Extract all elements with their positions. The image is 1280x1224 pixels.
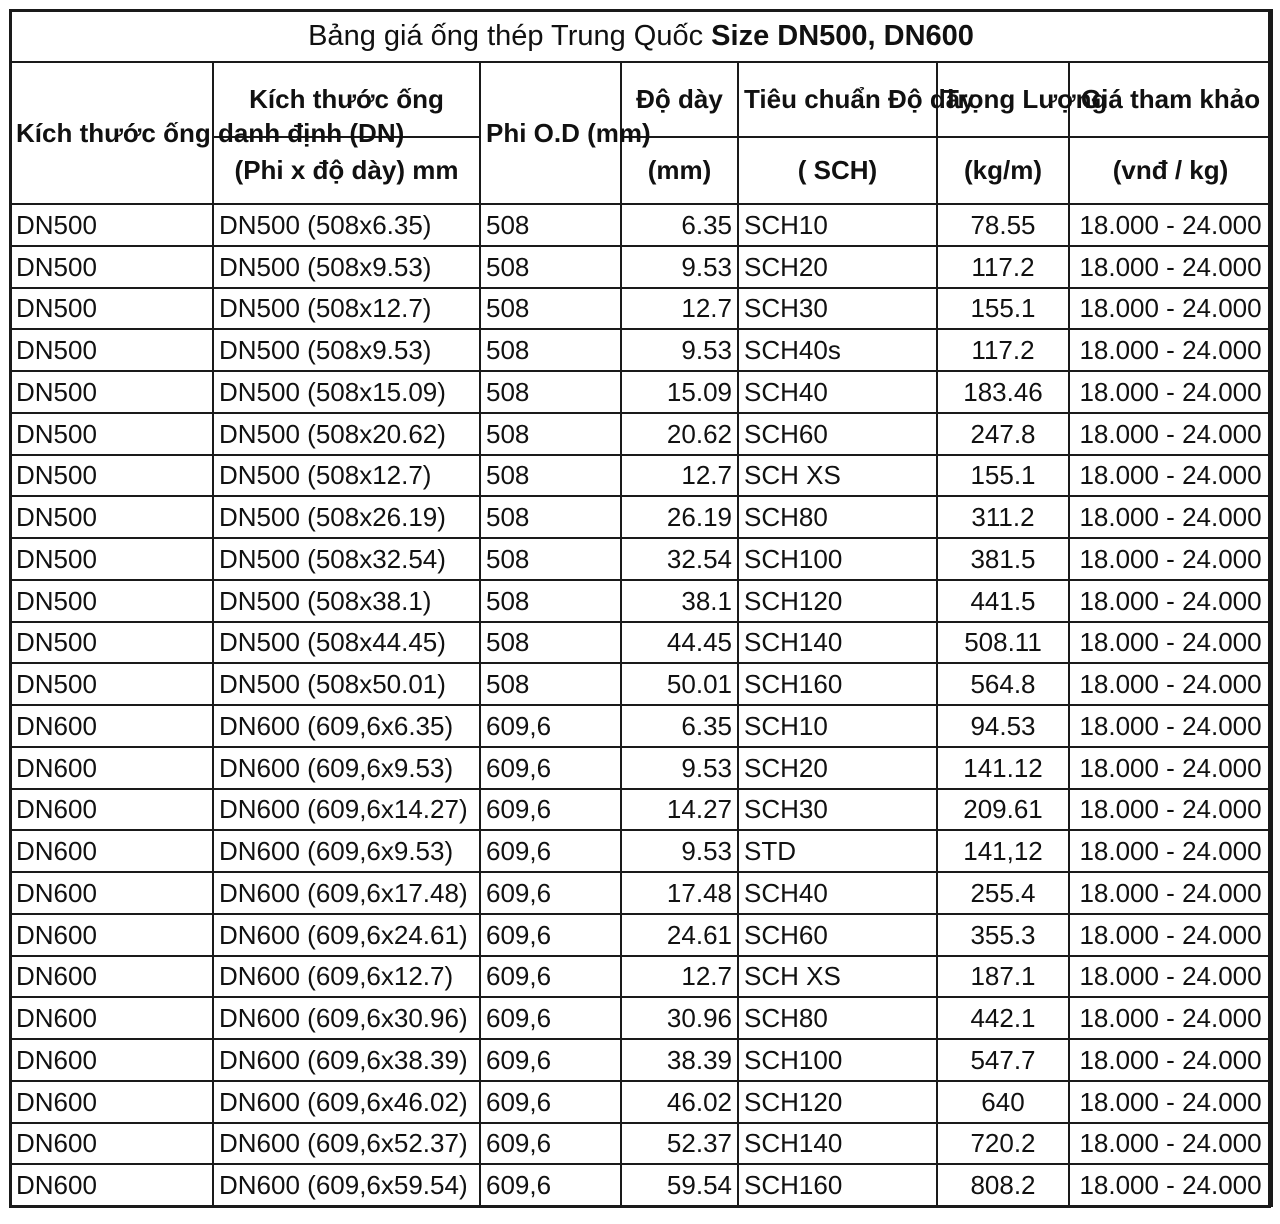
- cell-price: 18.000 - 24.000: [1069, 789, 1272, 831]
- cell-thickness: 32.54: [621, 538, 738, 580]
- cell-thickness: 6.35: [621, 705, 738, 747]
- cell-od: 609,6: [480, 747, 621, 789]
- cell-schedule: SCH XS: [738, 455, 937, 497]
- cell-od: 609,6: [480, 872, 621, 914]
- cell-dn: DN500: [10, 663, 213, 705]
- cell-dn: DN500: [10, 246, 213, 288]
- cell-od: 508: [480, 329, 621, 371]
- cell-schedule: SCH140: [738, 622, 937, 664]
- cell-schedule: SCH20: [738, 747, 937, 789]
- cell-od: 508: [480, 622, 621, 664]
- cell-price: 18.000 - 24.000: [1069, 204, 1272, 246]
- cell-weight: 441.5: [937, 580, 1069, 622]
- cell-size: DN600 (609,6x6.35): [213, 705, 480, 747]
- cell-od: 609,6: [480, 997, 621, 1039]
- cell-thickness: 9.53: [621, 246, 738, 288]
- cell-thickness: 9.53: [621, 830, 738, 872]
- cell-price: 18.000 - 24.000: [1069, 747, 1272, 789]
- cell-price: 18.000 - 24.000: [1069, 371, 1272, 413]
- cell-thickness: 12.7: [621, 455, 738, 497]
- cell-dn: DN600: [10, 1081, 213, 1123]
- cell-price: 18.000 - 24.000: [1069, 1039, 1272, 1081]
- cell-thickness: 20.62: [621, 413, 738, 455]
- cell-size: DN500 (508x26.19): [213, 496, 480, 538]
- header-dn: Kích thước ống danh định (DN): [10, 62, 213, 204]
- cell-dn: DN600: [10, 1039, 213, 1081]
- cell-size: DN600 (609,6x17.48): [213, 872, 480, 914]
- table-title-bold: Size DN500, DN600: [711, 19, 974, 52]
- cell-schedule: SCH10: [738, 204, 937, 246]
- header-schedule-unit: ( SCH): [738, 137, 937, 204]
- cell-price: 18.000 - 24.000: [1069, 246, 1272, 288]
- cell-dn: DN600: [10, 1123, 213, 1165]
- cell-schedule: SCH30: [738, 288, 937, 330]
- cell-price: 18.000 - 24.000: [1069, 580, 1272, 622]
- cell-size: DN500 (508x12.7): [213, 455, 480, 497]
- cell-size: DN500 (508x15.09): [213, 371, 480, 413]
- cell-size: DN500 (508x20.62): [213, 413, 480, 455]
- cell-weight: 720.2: [937, 1123, 1069, 1165]
- cell-thickness: 44.45: [621, 622, 738, 664]
- cell-od: 609,6: [480, 956, 621, 998]
- cell-thickness: 38.39: [621, 1039, 738, 1081]
- cell-dn: DN500: [10, 538, 213, 580]
- cell-schedule: SCH XS: [738, 956, 937, 998]
- cell-weight: 117.2: [937, 246, 1069, 288]
- cell-od: 609,6: [480, 789, 621, 831]
- cell-size: DN600 (609,6x12.7): [213, 956, 480, 998]
- cell-od: 609,6: [480, 1164, 621, 1206]
- cell-od: 508: [480, 204, 621, 246]
- cell-od: 609,6: [480, 830, 621, 872]
- cell-thickness: 50.01: [621, 663, 738, 705]
- cell-schedule: STD: [738, 830, 937, 872]
- cell-size: DN600 (609,6x30.96): [213, 997, 480, 1039]
- cell-thickness: 9.53: [621, 329, 738, 371]
- cell-schedule: SCH120: [738, 580, 937, 622]
- cell-schedule: SCH80: [738, 496, 937, 538]
- cell-dn: DN600: [10, 872, 213, 914]
- cell-thickness: 15.09: [621, 371, 738, 413]
- cell-size: DN600 (609,6x24.61): [213, 914, 480, 956]
- cell-price: 18.000 - 24.000: [1069, 705, 1272, 747]
- cell-price: 18.000 - 24.000: [1069, 872, 1272, 914]
- cell-schedule: SCH160: [738, 1164, 937, 1206]
- cell-price: 18.000 - 24.000: [1069, 1123, 1272, 1165]
- cell-price: 18.000 - 24.000: [1069, 288, 1272, 330]
- cell-price: 18.000 - 24.000: [1069, 1081, 1272, 1123]
- cell-weight: 442.1: [937, 997, 1069, 1039]
- cell-od: 609,6: [480, 1039, 621, 1081]
- cell-size: DN600 (609,6x59.54): [213, 1164, 480, 1206]
- cell-weight: 381.5: [937, 538, 1069, 580]
- cell-dn: DN500: [10, 204, 213, 246]
- cell-thickness: 46.02: [621, 1081, 738, 1123]
- cell-weight: 141,12: [937, 830, 1069, 872]
- cell-weight: 94.53: [937, 705, 1069, 747]
- header-size-unit: (Phi x độ dày) mm: [213, 137, 480, 204]
- cell-dn: DN600: [10, 997, 213, 1039]
- cell-thickness: 59.54: [621, 1164, 738, 1206]
- cell-price: 18.000 - 24.000: [1069, 914, 1272, 956]
- cell-weight: 183.46: [937, 371, 1069, 413]
- cell-price: 18.000 - 24.000: [1069, 1164, 1272, 1206]
- cell-thickness: 14.27: [621, 789, 738, 831]
- cell-dn: DN600: [10, 705, 213, 747]
- cell-weight: 209.61: [937, 789, 1069, 831]
- cell-weight: 255.4: [937, 872, 1069, 914]
- cell-weight: 640: [937, 1081, 1069, 1123]
- cell-thickness: 30.96: [621, 997, 738, 1039]
- cell-weight: 508.11: [937, 622, 1069, 664]
- cell-size: DN600 (609,6x9.53): [213, 747, 480, 789]
- header-schedule: Tiêu chuẩn Độ dày: [738, 62, 937, 137]
- cell-size: DN500 (508x9.53): [213, 246, 480, 288]
- cell-size: DN500 (508x38.1): [213, 580, 480, 622]
- cell-price: 18.000 - 24.000: [1069, 663, 1272, 705]
- cell-price: 18.000 - 24.000: [1069, 538, 1272, 580]
- cell-weight: 78.55: [937, 204, 1069, 246]
- cell-thickness: 24.61: [621, 914, 738, 956]
- cell-size: DN500 (508x32.54): [213, 538, 480, 580]
- cell-thickness: 38.1: [621, 580, 738, 622]
- cell-size: DN500 (508x12.7): [213, 288, 480, 330]
- cell-weight: 547.7: [937, 1039, 1069, 1081]
- cell-size: DN500 (508x9.53): [213, 329, 480, 371]
- cell-schedule: SCH160: [738, 663, 937, 705]
- cell-schedule: SCH10: [738, 705, 937, 747]
- cell-od: 508: [480, 246, 621, 288]
- header-weight: Trọng Lượng: [937, 62, 1069, 137]
- cell-thickness: 12.7: [621, 956, 738, 998]
- cell-weight: 247.8: [937, 413, 1069, 455]
- cell-schedule: SCH40: [738, 872, 937, 914]
- cell-size: DN500 (508x44.45): [213, 622, 480, 664]
- header-thickness: Độ dày: [621, 62, 738, 137]
- cell-price: 18.000 - 24.000: [1069, 455, 1272, 497]
- cell-dn: DN600: [10, 789, 213, 831]
- cell-schedule: SCH30: [738, 789, 937, 831]
- cell-schedule: SCH80: [738, 997, 937, 1039]
- header-price-unit: (vnđ / kg): [1069, 137, 1272, 204]
- cell-dn: DN500: [10, 329, 213, 371]
- cell-od: 508: [480, 538, 621, 580]
- cell-schedule: SCH40s: [738, 329, 937, 371]
- cell-od: 609,6: [480, 705, 621, 747]
- cell-od: 508: [480, 663, 621, 705]
- cell-thickness: 12.7: [621, 288, 738, 330]
- table-title-normal: Bảng giá ống thép Trung Quốc: [308, 19, 712, 52]
- cell-dn: DN500: [10, 371, 213, 413]
- cell-thickness: 52.37: [621, 1123, 738, 1165]
- cell-weight: 564.8: [937, 663, 1069, 705]
- cell-dn: DN600: [10, 747, 213, 789]
- cell-weight: 187.1: [937, 956, 1069, 998]
- cell-od: 508: [480, 496, 621, 538]
- cell-od: 508: [480, 580, 621, 622]
- cell-dn: DN500: [10, 580, 213, 622]
- cell-od: 508: [480, 455, 621, 497]
- cell-od: 508: [480, 371, 621, 413]
- cell-schedule: SCH120: [738, 1081, 937, 1123]
- header-size: Kích thước ống: [213, 62, 480, 137]
- cell-thickness: 9.53: [621, 747, 738, 789]
- cell-dn: DN500: [10, 496, 213, 538]
- cell-size: DN600 (609,6x46.02): [213, 1081, 480, 1123]
- cell-dn: DN600: [10, 830, 213, 872]
- cell-price: 18.000 - 24.000: [1069, 830, 1272, 872]
- cell-size: DN600 (609,6x9.53): [213, 830, 480, 872]
- cell-schedule: SCH100: [738, 538, 937, 580]
- cell-size: DN600 (609,6x52.37): [213, 1123, 480, 1165]
- cell-schedule: SCH140: [738, 1123, 937, 1165]
- cell-thickness: 6.35: [621, 204, 738, 246]
- cell-thickness: 17.48: [621, 872, 738, 914]
- cell-dn: DN600: [10, 914, 213, 956]
- cell-dn: DN600: [10, 1164, 213, 1206]
- cell-price: 18.000 - 24.000: [1069, 496, 1272, 538]
- cell-schedule: SCH20: [738, 246, 937, 288]
- cell-dn: DN500: [10, 622, 213, 664]
- cell-schedule: SCH60: [738, 413, 937, 455]
- cell-weight: 311.2: [937, 496, 1069, 538]
- cell-schedule: SCH60: [738, 914, 937, 956]
- cell-price: 18.000 - 24.000: [1069, 956, 1272, 998]
- cell-weight: 355.3: [937, 914, 1069, 956]
- header-price: Giá tham khảo: [1069, 62, 1272, 137]
- cell-weight: 808.2: [937, 1164, 1069, 1206]
- cell-weight: 141.12: [937, 747, 1069, 789]
- cell-dn: DN600: [10, 956, 213, 998]
- cell-price: 18.000 - 24.000: [1069, 997, 1272, 1039]
- table-outer-border: [9, 9, 1271, 1208]
- cell-dn: DN500: [10, 413, 213, 455]
- cell-size: DN500 (508x6.35): [213, 204, 480, 246]
- header-od: Phi O.D (mm): [480, 62, 621, 204]
- cell-weight: 117.2: [937, 329, 1069, 371]
- header-weight-unit: (kg/m): [937, 137, 1069, 204]
- cell-dn: DN500: [10, 455, 213, 497]
- cell-od: 508: [480, 288, 621, 330]
- cell-price: 18.000 - 24.000: [1069, 413, 1272, 455]
- cell-od: 609,6: [480, 914, 621, 956]
- cell-price: 18.000 - 24.000: [1069, 329, 1272, 371]
- cell-thickness: 26.19: [621, 496, 738, 538]
- cell-od: 609,6: [480, 1081, 621, 1123]
- cell-schedule: SCH100: [738, 1039, 937, 1081]
- cell-size: DN500 (508x50.01): [213, 663, 480, 705]
- cell-dn: DN500: [10, 288, 213, 330]
- cell-weight: 155.1: [937, 288, 1069, 330]
- cell-size: DN600 (609,6x38.39): [213, 1039, 480, 1081]
- cell-price: 18.000 - 24.000: [1069, 622, 1272, 664]
- cell-od: 508: [480, 413, 621, 455]
- cell-size: DN600 (609,6x14.27): [213, 789, 480, 831]
- cell-od: 609,6: [480, 1123, 621, 1165]
- cell-weight: 155.1: [937, 455, 1069, 497]
- cell-schedule: SCH40: [738, 371, 937, 413]
- header-thickness-unit: (mm): [621, 137, 738, 204]
